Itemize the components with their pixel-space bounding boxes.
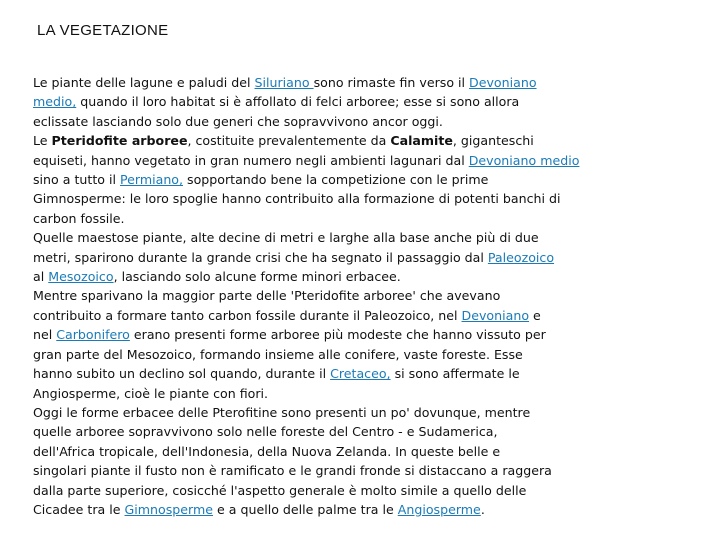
text-segment: dalla parte superiore, cosicché l'aspetto generale è molto simile a quello delle xyxy=(33,482,527,498)
text-segment: hanno subito un declino sol quando, durante il xyxy=(33,366,331,382)
text-line xyxy=(33,189,658,208)
text-segment: , costituite prevalentemente da xyxy=(187,133,391,149)
text-line xyxy=(33,325,658,344)
text-line xyxy=(33,170,658,189)
text-segment: quelle arboree sopravvivono solo nelle foreste del Centro - e Sudamerica, xyxy=(33,424,498,440)
text-line xyxy=(33,92,658,111)
text-line xyxy=(33,481,658,500)
text-segment: quando il loro habitat si è affollato di felci arboree; esse si sono allora xyxy=(76,94,520,110)
text-segment: , giganteschi xyxy=(452,133,534,149)
text-line xyxy=(33,345,658,364)
hyperlink[interactable]: Devoniano medio xyxy=(468,152,580,168)
page-title: LA VEGETAZIONE xyxy=(37,22,169,39)
text-segment: nel xyxy=(33,327,57,343)
text-segment: singolari piante il fusto non è ramificato e le grandi fronde si distaccano a raggera xyxy=(33,463,552,479)
hyperlink[interactable]: Devoniano xyxy=(461,307,530,323)
text-segment: Gimnosperme: le loro spoglie hanno contribuito alla formazione di potenti banchi di xyxy=(33,191,561,207)
text-segment: . xyxy=(480,501,485,517)
text-segment: e a quello delle palme tra le xyxy=(213,501,398,517)
bold-term: Pteridofite arboree xyxy=(51,133,188,149)
hyperlink[interactable]: medio, xyxy=(33,94,77,110)
text-segment: e xyxy=(529,307,541,323)
text-line xyxy=(33,131,658,150)
text-segment: Le piante delle lagune e paludi del xyxy=(33,75,255,90)
text-line xyxy=(33,286,658,305)
text-line xyxy=(33,422,658,441)
text-segment: Cicadee tra le xyxy=(33,501,125,517)
text-segment: metri, sparirono durante la grande crisi che ha segnato il passaggio dal xyxy=(33,249,488,265)
text-segment: dell'Africa tropicale, dell'Indonesia, della Nuova Zelanda. In queste belle e xyxy=(33,443,501,459)
text-segment: erano presenti forme arboree più modeste che hanno vissuto per xyxy=(129,327,546,343)
text-line xyxy=(33,384,658,403)
bold-term: Calamite xyxy=(390,133,453,149)
hyperlink[interactable]: Devoniano xyxy=(469,75,537,90)
text-segment: contribuito a formare tanto carbon fossile durante il Paleozoico, nel xyxy=(33,307,462,323)
hyperlink[interactable]: Mesozoico xyxy=(48,269,114,285)
text-line xyxy=(33,228,658,247)
article-body xyxy=(33,73,658,519)
text-line xyxy=(33,306,658,325)
text-line xyxy=(33,364,658,383)
text-segment: eclissate lasciando solo due generi che sopravvivono ancor oggi. xyxy=(33,113,443,129)
text-segment: Quelle maestose piante, alte decine di metri e larghe alla base anche più di due xyxy=(33,230,539,246)
text-segment: carbon fossile. xyxy=(33,210,125,226)
text-line xyxy=(33,403,658,422)
text-line xyxy=(33,151,658,170)
text-line xyxy=(33,248,658,267)
hyperlink[interactable]: Angiosperme xyxy=(397,501,481,517)
hyperlink[interactable]: Paleozoico xyxy=(487,249,555,265)
text-segment: al xyxy=(33,269,49,285)
text-segment: sino a tutto il xyxy=(33,172,120,188)
text-segment: Mentre sparivano la maggior parte delle 'Pteridofite arboree' che avevano xyxy=(33,288,501,304)
text-line xyxy=(33,267,658,286)
text-segment: , lasciando solo alcune forme minori erbacee. xyxy=(113,269,401,285)
text-segment: sono rimaste fin verso il xyxy=(313,75,470,90)
text-line xyxy=(33,442,658,461)
hyperlink[interactable]: Gimnosperme xyxy=(124,501,214,517)
text-segment: equiseti, hanno vegetato in gran numero negli ambienti lagunari dal xyxy=(33,152,469,168)
text-line xyxy=(33,73,658,92)
text-line xyxy=(33,112,658,131)
text-line xyxy=(33,209,658,228)
text-segment: si sono affermate le xyxy=(390,366,520,382)
text-segment: Oggi le forme erbacee delle Pterofitine sono presenti un po' dovunque, mentre xyxy=(33,404,531,420)
text-segment: Le xyxy=(33,133,52,149)
text-segment: gran parte del Mesozoico, formando insieme alle conifere, vaste foreste. Esse xyxy=(33,346,523,362)
hyperlink[interactable]: Siluriano xyxy=(254,75,314,90)
text-segment: Angiosperme, cioè le piante con fiori. xyxy=(33,385,269,401)
hyperlink[interactable]: Cretaceo, xyxy=(330,366,391,382)
hyperlink[interactable]: Carbonifero xyxy=(56,327,130,343)
text-line xyxy=(33,500,658,519)
text-line xyxy=(33,461,658,480)
hyperlink[interactable]: Permiano, xyxy=(119,172,184,188)
text-segment: sopportando bene la competizione con le prime xyxy=(183,172,489,188)
